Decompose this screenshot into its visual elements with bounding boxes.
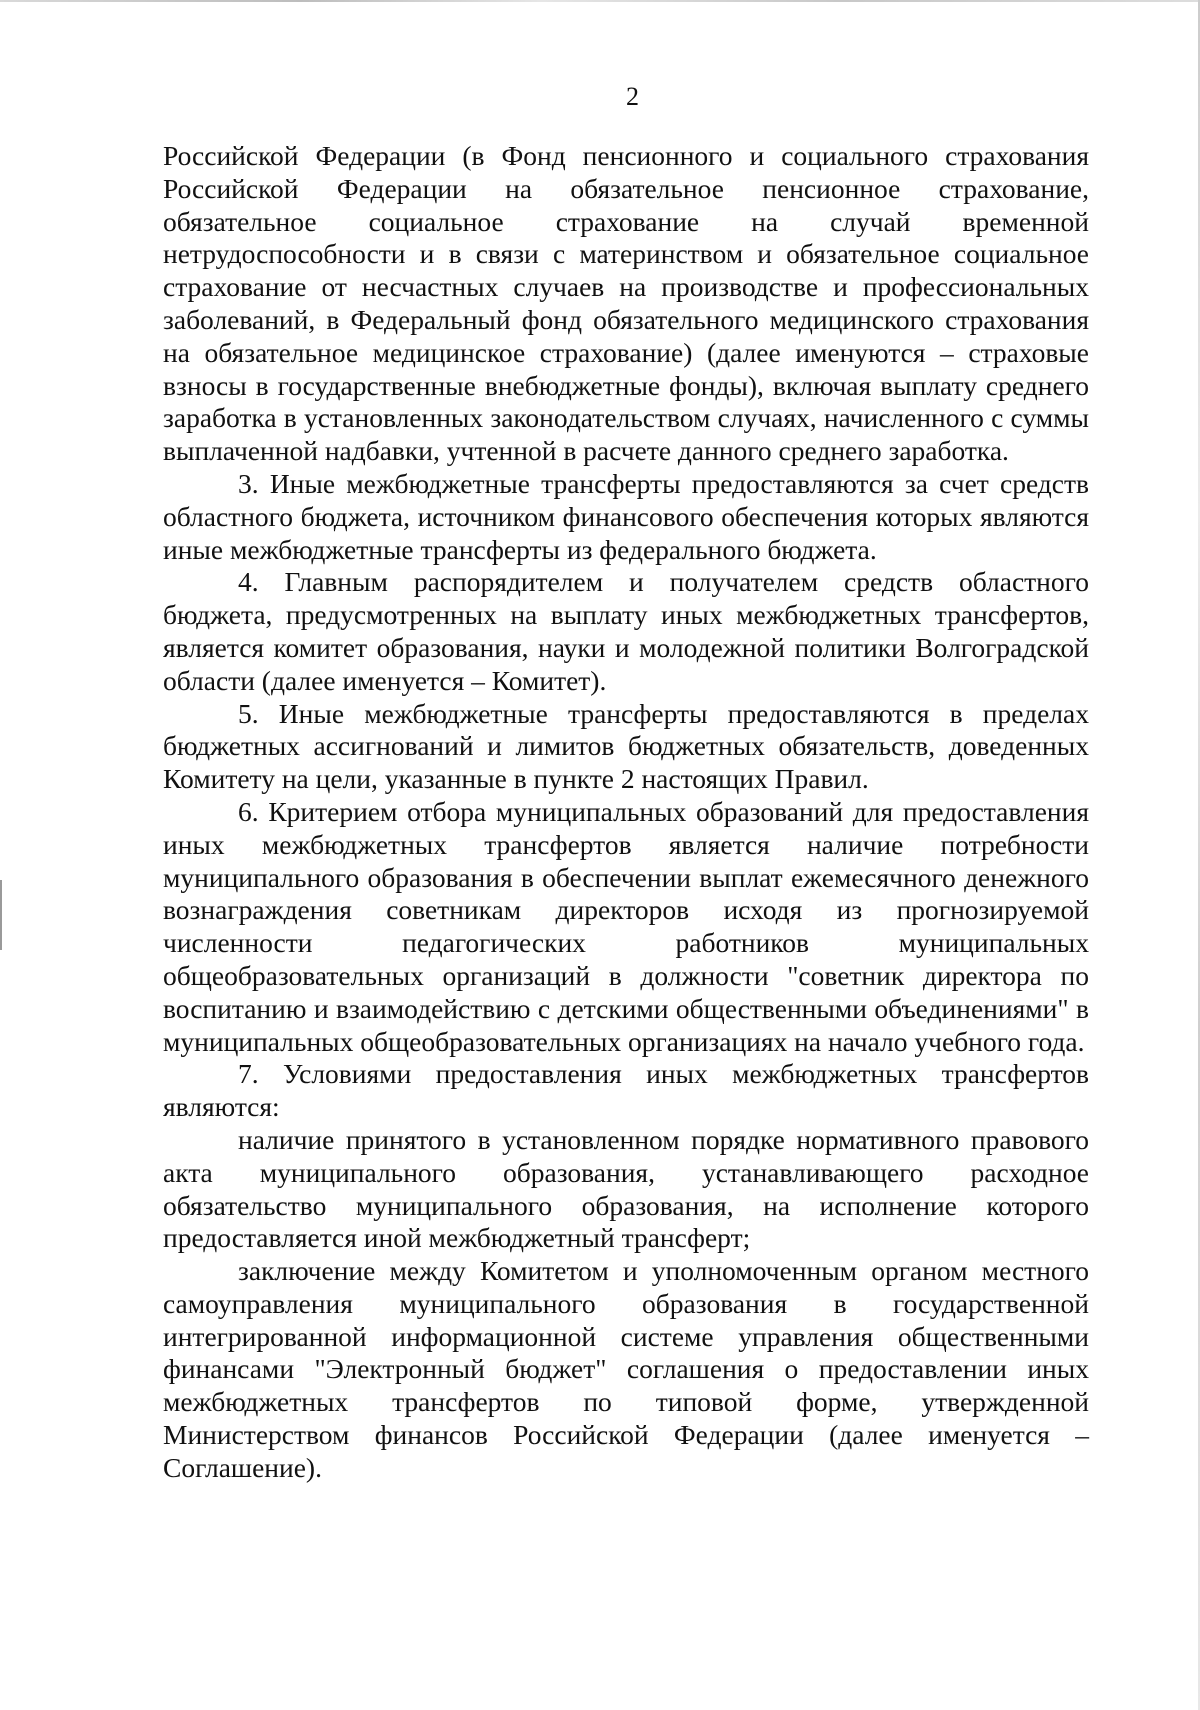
- paragraph-item-4: 4. Главным распорядителем и получателем средств областного бюджета, предусмотренных на выплату иных межбюджетных трансфертов, является комитет образования, науки и молодежной политики Волгоградской области (далее именуется – Комитет).: [163, 566, 1089, 696]
- paragraph-item-5: 5. Иные межбюджетные трансферты предоставляются в пределах бюджетных ассигнований и лимитов бюджетных обязательств, доведенных Комитету на цели, указанные в пункте 2 настоящих Правил.: [163, 697, 1089, 795]
- paragraph-item-7: 7. Условиями предоставления иных межбюджетных трансфертов являются:: [163, 1058, 1089, 1123]
- document-body: [163, 140, 1089, 1485]
- paragraph-item-3: 3. Иные межбюджетные трансферты предоставляются за счет средств областного бюджета, источником финансового обеспечения которых являются иные межбюджетные трансферты из федерального бюджета.: [163, 467, 1089, 565]
- paragraph-condition-2: заключение между Комитетом и уполномоченным органом местного самоуправления муниципального образования в государственной интегрированной информационной системе управления общественными финансами "Электронный бюджет" соглашения о предоставлении иных межбюджетных трансфертов по типовой форме, утвержденной Министерством финансов Российской Федерации (далее именуется – Соглашение).: [163, 1255, 1089, 1483]
- paragraph-item-6: 6. Критерием отбора муниципальных образований для предоставления иных межбюджетных трансфертов является наличие потребности муниципального образования в обеспечении выплат ежемесячного денежного вознаграждения советникам директоров исходя из прогнозируемой численности педагогических работников муниципальных общеобразовательных организаций в должности "советник директора по воспитанию и взаимодействию с детскими общественными объединениями" в муниципальных общеобразовательных организациях на начало учебного года.: [163, 795, 1089, 1057]
- page-number: 2: [626, 82, 639, 111]
- paragraph-continuation: Российской Федерации (в Фонд пенсионного и социального страхования Российской Федерации на обязательное пенсионное страхование, обязательное социальное страхование на случай временной нетрудоспособности и в связи с материнством и обязательное социальное страхование от несчастных случаев на производстве и профессиональных заболеваний, в Федеральный фонд обязательного медицинского страхования на обязательное медицинское страхование) (далее именуются – страховые взносы в государственные внебюджетные фонды), включая выплату среднего заработка в установленных законодательством случаях, начисленного с суммы выплаченной надбавки, учтенной в расчете данного среднего заработка.: [163, 140, 1089, 467]
- paragraph-condition-1: наличие принятого в установленном порядке нормативного правового акта муниципального образования, устанавливающего расходное обязательство муниципального образования, на исполнение которого предоставляется иной межбюджетный трансферт;: [163, 1123, 1089, 1254]
